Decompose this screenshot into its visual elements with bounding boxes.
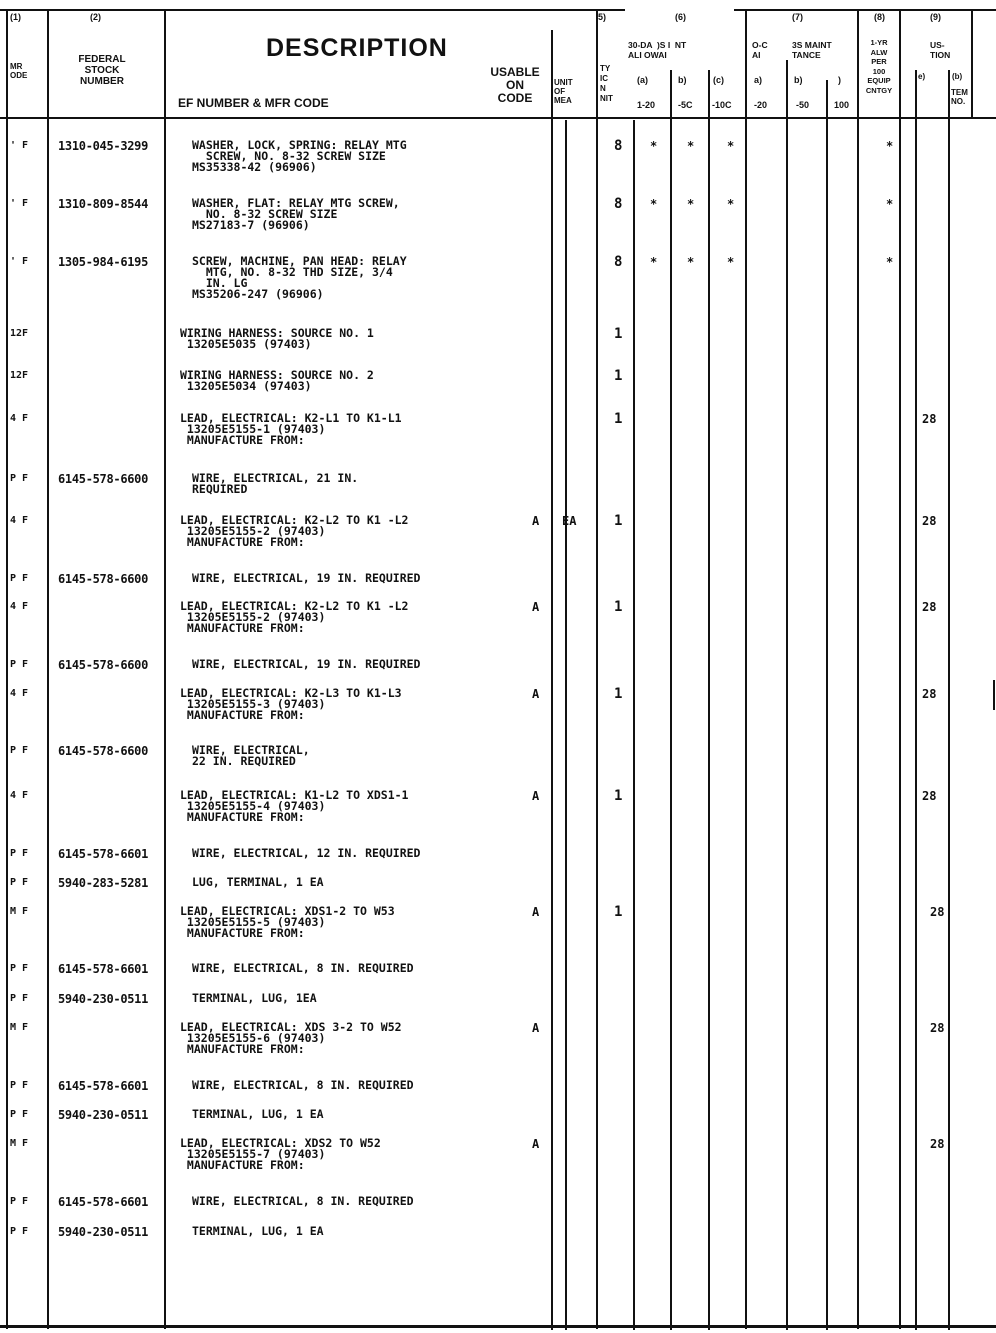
col7c-label: ) <box>838 75 841 85</box>
unit-of-measure-header: UNIT OF MEA <box>554 78 573 105</box>
smr-code: P F <box>10 993 29 1004</box>
quantity-incorporated: 8 <box>614 254 623 270</box>
federal-stock-number: 1305-984-6195 <box>58 255 149 269</box>
smr-code: P F <box>10 1109 29 1120</box>
col6c-label: (c) <box>713 75 724 85</box>
col-line-9 <box>899 9 901 1329</box>
allowance-b-mark: * <box>687 197 695 211</box>
usable-on-code: A <box>532 1021 540 1035</box>
usable-on-code: A <box>532 687 540 701</box>
part-description: WIRE, ELECTRICAL, 8 IN. REQUIRED <box>192 961 414 975</box>
allowance-b-mark: * <box>687 139 695 153</box>
illustration-item-number: 28 <box>930 1137 945 1151</box>
col-line-6b <box>670 70 672 1330</box>
col7-left-label: O-C AI <box>752 40 768 60</box>
col9-number: (9) <box>930 12 941 22</box>
col7-title: 3S MAINT TANCE <box>792 40 832 60</box>
col7c-range: 100 <box>834 100 850 110</box>
col-line-2 <box>164 9 166 1329</box>
illustration-item-number: 28 <box>922 514 937 528</box>
col-line-left <box>6 9 8 1329</box>
col7a-range: -20 <box>754 100 768 110</box>
one-year-allowance-mark: * <box>886 139 894 153</box>
allowance-a-mark: * <box>650 255 658 269</box>
col5-label: TY IC N NIT <box>600 64 613 103</box>
federal-stock-number: 6145-578-6600 <box>58 744 149 758</box>
allowance-c-mark: * <box>727 139 735 153</box>
col6c-range: -10C <box>712 100 732 110</box>
federal-stock-number: 6145-578-6601 <box>58 847 149 861</box>
federal-stock-number: 5940-230-0511 <box>58 1108 149 1122</box>
part-description: LEAD, ELECTRICAL: XDS2 TO W52 13205E5155-7 (97403) MANUFACTURE FROM: <box>180 1136 381 1172</box>
allowance-b-mark: * <box>687 255 695 269</box>
federal-stock-number: 5940-230-0511 <box>58 992 149 1006</box>
illustration-item-number: 28 <box>930 1021 945 1035</box>
col8-label: 1-YR ALW PER 100 EQUIP CNTGY <box>865 38 893 95</box>
smr-code: P F <box>10 1226 29 1237</box>
federal-stock-number: 1310-809-8544 <box>58 197 149 211</box>
col9-item-label: TEM NO. <box>951 88 968 106</box>
usable-on-code: A <box>532 514 540 528</box>
quantity-incorporated: 1 <box>614 513 623 529</box>
col8-number: (8) <box>874 12 885 22</box>
part-description: LEAD, ELECTRICAL: K2-L1 TO K1-L1 13205E5155-1 (97403) MANUFACTURE FROM: <box>180 411 402 447</box>
col6b-range: -5C <box>678 100 693 110</box>
col-line-usable <box>551 30 553 1330</box>
smr-code: 12F <box>10 328 29 339</box>
illustration-item-number: 28 <box>922 687 937 701</box>
smr-code: 4 F <box>10 413 29 424</box>
smr-code: 4 F <box>10 515 29 526</box>
col-line-6c <box>708 70 710 1330</box>
part-description: WIRE, ELECTRICAL, 8 IN. REQUIRED <box>192 1078 414 1092</box>
one-year-allowance-mark: * <box>886 255 894 269</box>
part-description: LEAD, ELECTRICAL: K2-L2 TO K1 -L2 13205E5155-2 (97403) MANUFACTURE FROM: <box>180 599 409 635</box>
smr-code: P F <box>10 1080 29 1091</box>
col-line-5 <box>596 9 598 1329</box>
quantity-incorporated: 8 <box>614 196 623 212</box>
allowance-c-mark: * <box>727 197 735 211</box>
col-line-9b <box>948 70 950 1330</box>
top-rule-right <box>734 9 996 11</box>
part-description: LUG, TERMINAL, 1 EA <box>192 875 324 889</box>
part-description: WIRE, ELECTRICAL, 19 IN. REQUIRED <box>192 571 421 585</box>
federal-stock-number: 6145-578-6601 <box>58 1079 149 1093</box>
allowance-c-mark: * <box>727 255 735 269</box>
part-description: SCREW, MACHINE, PAN HEAD: RELAY MTG, NO. 8-32 THD SIZE, 3/4 IN. LG MS35206-247 (96906) <box>192 254 407 301</box>
description-title: DESCRIPTION <box>266 34 448 62</box>
federal-stock-number: 1310-045-3299 <box>58 139 149 153</box>
col-line-right <box>971 9 973 117</box>
quantity-incorporated: 1 <box>614 368 623 384</box>
smr-code: P F <box>10 745 29 756</box>
smr-code: P F <box>10 573 29 584</box>
part-description: LEAD, ELECTRICAL: XDS1-2 TO W53 13205E5155-5 (97403) MANUFACTURE FROM: <box>180 904 395 940</box>
col-line-7 <box>745 9 747 1329</box>
col6-number: (6) <box>675 12 686 22</box>
col-line-6a <box>633 120 635 1330</box>
part-description: WASHER, LOCK, SPRING: RELAY MTG SCREW, NO. 8-32 SCREW SIZE MS35338-42 (96906) <box>192 138 407 174</box>
part-description: LEAD, ELECTRICAL: K2-L2 TO K1 -L2 13205E5155-2 (97403) MANUFACTURE FROM: <box>180 513 409 549</box>
smr-code: P F <box>10 877 29 888</box>
part-description: WIRE, ELECTRICAL, 22 IN. REQUIRED <box>192 743 310 768</box>
part-description: WASHER, FLAT: RELAY MTG SCREW, NO. 8-32 SCREW SIZE MS27183-7 (96906) <box>192 196 400 232</box>
col9a-label: e) <box>918 72 926 81</box>
allowance-a-mark: * <box>650 197 658 211</box>
illustration-item-number: 28 <box>922 600 937 614</box>
col5-number: 5) <box>598 12 607 22</box>
smr-code: P F <box>10 473 29 484</box>
top-rule <box>0 9 625 11</box>
quantity-incorporated: 1 <box>614 686 623 702</box>
col6b-label: b) <box>678 75 687 85</box>
col-line-7b <box>786 60 788 1330</box>
smr-code: M F <box>10 1022 29 1033</box>
usable-on-code: A <box>532 1137 540 1151</box>
col-line-7c <box>826 80 828 1330</box>
federal-stock-number: 6145-578-6600 <box>58 572 149 586</box>
federal-stock-number: 6145-578-6600 <box>58 472 149 486</box>
col9-label: US- TION <box>930 40 951 60</box>
federal-stock-number: 5940-230-0511 <box>58 1225 149 1239</box>
bottom-rule <box>0 1325 996 1328</box>
smr-code: P F <box>10 963 29 974</box>
smr-code: P F <box>10 659 29 670</box>
part-description: WIRING HARNESS: SOURCE NO. 1 13205E5035 (97403) <box>180 326 374 351</box>
header-bottom-rule <box>0 117 996 119</box>
quantity-incorporated: 1 <box>614 599 623 615</box>
smr-code: M F <box>10 1138 29 1149</box>
illustration-item-number: 28 <box>930 905 945 919</box>
illustration-item-number: 28 <box>922 412 937 426</box>
smr-code: ' F <box>10 140 29 151</box>
part-description: WIRE, ELECTRICAL, 21 IN. REQUIRED <box>192 471 359 496</box>
col-line-9a <box>915 70 917 1330</box>
part-description: TERMINAL, LUG, 1 EA <box>192 1107 324 1121</box>
col1-label: MR ODE <box>10 62 28 80</box>
illustration-item-number: 28 <box>922 789 937 803</box>
smr-code: P F <box>10 848 29 859</box>
part-description: LEAD, ELECTRICAL: K2-L3 TO K1-L3 13205E5155-3 (97403) MANUFACTURE FROM: <box>180 686 402 722</box>
col6a-range: 1-20 <box>637 100 656 110</box>
smr-code: M F <box>10 906 29 917</box>
usable-on-code: A <box>532 905 540 919</box>
col1-number: (1) <box>10 12 21 22</box>
federal-stock-number: 6145-578-6600 <box>58 658 149 672</box>
part-description: WIRING HARNESS: SOURCE NO. 2 13205E5034 (97403) <box>180 368 374 393</box>
col6-title: 30-DA )S I NT ALI OWAI <box>628 40 687 60</box>
col9b-label: (b) <box>952 72 963 81</box>
col7b-label: b) <box>794 75 803 85</box>
description-subheader: EF NUMBER & MFR CODE <box>178 96 329 110</box>
col7-number: (7) <box>792 12 803 22</box>
quantity-incorporated: 8 <box>614 138 623 154</box>
col7b-range: -50 <box>796 100 810 110</box>
quantity-incorporated: 1 <box>614 326 623 342</box>
col-line-8 <box>857 9 859 1329</box>
federal-stock-number: 5940-283-5281 <box>58 876 149 890</box>
federal-stock-number: 6145-578-6601 <box>58 1195 149 1209</box>
part-description: TERMINAL, LUG, 1EA <box>192 991 317 1005</box>
part-description: LEAD, ELECTRICAL: K1-L2 TO XDS1-1 13205E5155-4 (97403) MANUFACTURE FROM: <box>180 788 409 824</box>
part-description: TERMINAL, LUG, 1 EA <box>192 1224 324 1238</box>
smr-code: 4 F <box>10 688 29 699</box>
part-description: WIRE, ELECTRICAL, 8 IN. REQUIRED <box>192 1194 414 1208</box>
usable-on-code-header: USABLE ON CODE <box>490 65 540 105</box>
col2-label: FEDERAL STOCK NUMBER <box>78 54 126 87</box>
quantity-incorporated: 1 <box>614 411 623 427</box>
margin-mark <box>993 680 995 710</box>
col7a-label: a) <box>754 75 763 85</box>
quantity-incorporated: 1 <box>614 904 623 920</box>
smr-code: 4 F <box>10 601 29 612</box>
smr-code: ' F <box>10 256 29 267</box>
smr-code: P F <box>10 1196 29 1207</box>
smr-code: ' F <box>10 198 29 209</box>
col-line-unit <box>565 120 567 1330</box>
col6a-label: (a) <box>637 75 648 85</box>
quantity-incorporated: 1 <box>614 788 623 804</box>
one-year-allowance-mark: * <box>886 197 894 211</box>
part-description: WIRE, ELECTRICAL, 19 IN. REQUIRED <box>192 657 421 671</box>
smr-code: 12F <box>10 370 29 381</box>
allowance-a-mark: * <box>650 139 658 153</box>
unit-of-measure: EA <box>562 514 577 528</box>
col-line-1 <box>47 9 49 1329</box>
part-description: WIRE, ELECTRICAL, 12 IN. REQUIRED <box>192 846 421 860</box>
federal-stock-number: 6145-578-6601 <box>58 962 149 976</box>
col2-number: (2) <box>90 12 101 22</box>
usable-on-code: A <box>532 789 540 803</box>
part-description: LEAD, ELECTRICAL: XDS 3-2 TO W52 13205E5155-6 (97403) MANUFACTURE FROM: <box>180 1020 402 1056</box>
usable-on-code: A <box>532 600 540 614</box>
smr-code: 4 F <box>10 790 29 801</box>
